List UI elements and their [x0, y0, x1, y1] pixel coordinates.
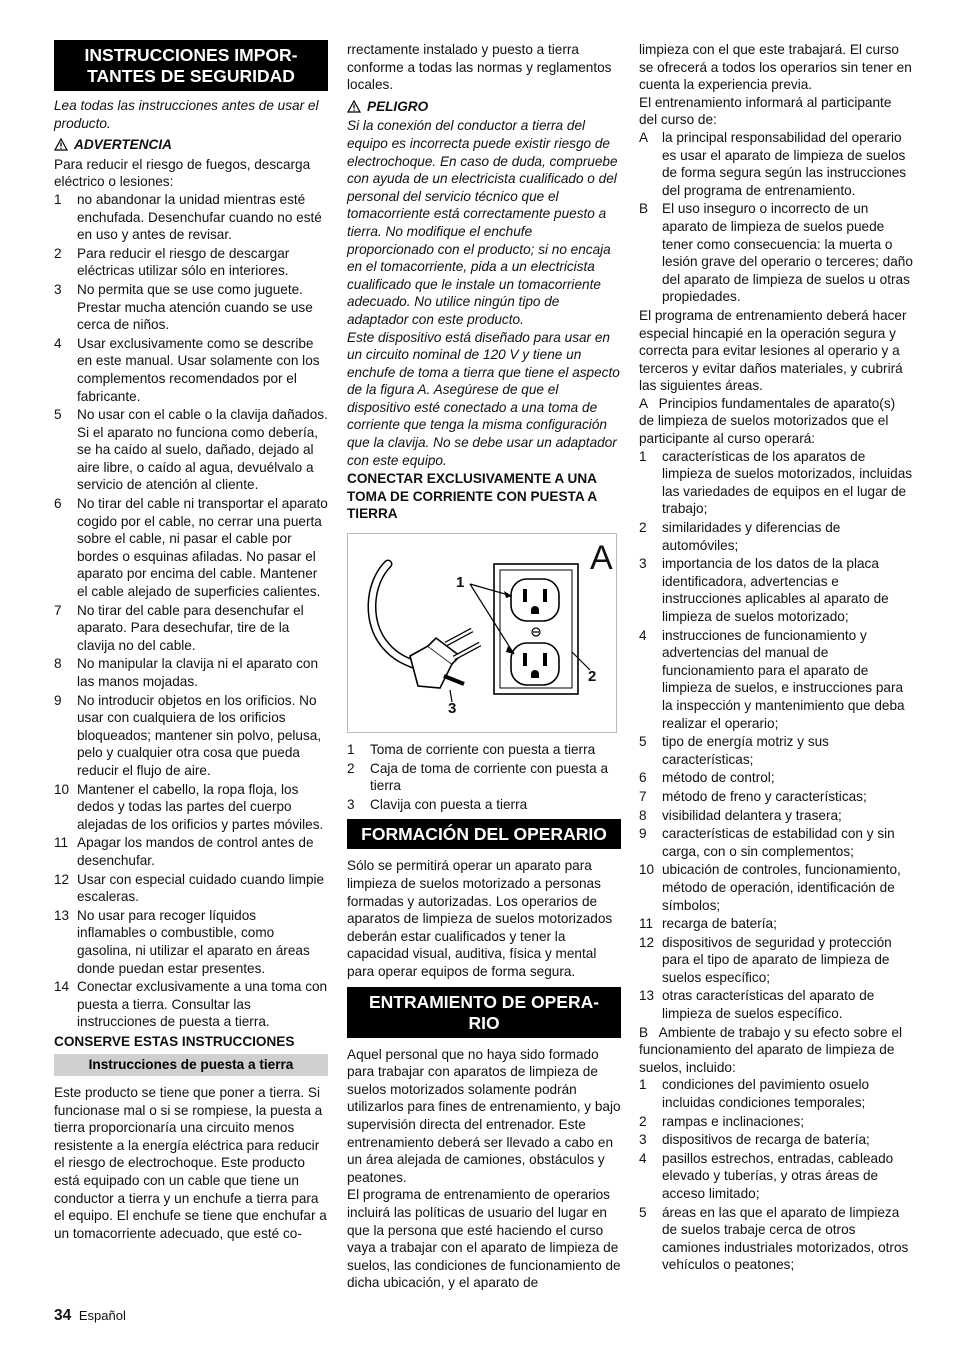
grounding-text: Este producto se tiene que poner a tierra. Si funcionase mal o si se rompiese, la puesta a tierra proporcionaría una circuito menos resistente a la energía eléctrica para reducir el riesgo de electrochoque. Este producto está equipado con un cable que tiene un conductor a tierra y un enchufe a tierra para el equipo. El enchufe se tiene que enchufar a un tomacorriente adecuado, que esté co-: [54, 1085, 327, 1241]
list-item-text: Caja de toma de corriente con puesta a tierra: [370, 760, 609, 794]
grounding-subheading: Instrucciones de puesta a tierra: [54, 1054, 328, 1076]
list-item-number: 4: [54, 335, 62, 351]
warning-triangle-icon: [347, 100, 361, 113]
list-item: [639, 934, 913, 987]
list-item-number: 10: [639, 862, 655, 878]
list-item: [639, 555, 913, 625]
list-item-number: 1: [347, 742, 355, 758]
conserve-text: CONSERVE ESTAS INSTRUCCIONES: [54, 1033, 295, 1049]
list-item-number: 3: [639, 1132, 647, 1148]
list-item-text: Clavija con puesta a tierra: [370, 796, 528, 812]
inform-text: El entrenamiento informará al participante del curso de:: [639, 94, 892, 128]
list-item-number: 2: [347, 760, 355, 776]
list-item: [54, 602, 328, 655]
list-item-number: A: [639, 129, 649, 145]
list-item: [639, 733, 913, 768]
list-item: [639, 129, 913, 199]
footer-language: Español: [78, 1308, 126, 1323]
callout-2: 2: [588, 668, 597, 686]
callout-1: 1: [456, 574, 465, 592]
warning-label: [54, 136, 328, 154]
list-item: [639, 915, 913, 933]
list-item-text: pasillos estrechos, entradas, cableado elevado y tuberías, y otras áreas de acceso limitado;: [662, 1150, 894, 1201]
list-item: [54, 871, 328, 906]
list-item-number: 6: [639, 770, 647, 786]
list-item-number: 2: [639, 520, 647, 536]
column-2: [347, 41, 621, 1292]
list-item: [639, 1150, 913, 1203]
list-item-text: recarga de batería;: [662, 916, 777, 932]
list-item: [54, 655, 328, 690]
outlet-illustration: [348, 534, 616, 732]
list-item-text: no abandonar la unidad mientras esté enchufada. Desenchufar cuando no esté en uso y antes de revisar.: [77, 191, 322, 243]
principles-text: A Principios fundamentales de aparato(s) de limpieza de suelos motorizados que el participante al curso operará:: [639, 395, 899, 447]
environment-text: B Ambiente de trabajo y su efecto sobre el funcionamiento del aparato de limpieza de suelos, incluido:: [639, 1024, 906, 1075]
list-item-text: ubicación de controles, funcionamiento, método de operación, identificación de símbolos;: [662, 862, 901, 913]
list-item-text: visibilidad delantera y trasera;: [662, 807, 842, 823]
grounding-cont-text: rrectamente instalado y puesto a tierra conforme a todas las normas y reglamentos locales.: [347, 42, 612, 93]
list-item-number: 6: [54, 496, 62, 512]
column-3: [639, 41, 913, 1275]
list-item-text: Usar exclusivamente como se describe en este manual. Usar solamente con los complementos recomendados por el fabricante.: [77, 335, 320, 404]
figure-legend: [347, 741, 621, 813]
legend-item: [347, 741, 621, 759]
operator-text: Sólo se permitirá operar un aparato para limpieza de suelos motorizado a personas formadas y autorizadas. Los operarios de aparatos de limpieza de suelos motorizados deberán estar cualificados y tener la capacidad visual, auditiva, física y mental para operar equipos de forma segura.: [347, 858, 613, 979]
list-item: [639, 448, 913, 518]
list-item-text: tipo de energía motriz y sus características;: [662, 734, 829, 767]
course-cont-text: limpieza con el que este trabajará. El curso se ofrecerá a todos los operarios sin tener en cuenta la experiencia previa.: [639, 42, 912, 93]
list-item: [54, 406, 328, 494]
danger-label-text: PELIGRO: [367, 98, 429, 114]
intro-text: Lea todas las instrucciones antes de usar el producto.: [54, 98, 319, 131]
list-item: [639, 769, 913, 787]
list-item-number: 14: [54, 979, 70, 995]
list-item: [639, 807, 913, 825]
list-item: [639, 1131, 913, 1149]
danger-label: [347, 98, 621, 116]
list-item-text: No usar con el cable o la clavija dañados. Si el aparato no funciona como debería, se ha caído al suelo, dañado, dejado al aire libre, o caído al agua, devuélvalo a servicio de atención al cliente.: [77, 407, 328, 493]
list-item-text: No introducir objetos en los orificios. No usar con cualquiera de los orificios bloqueados; mantener sin polvo, pelusa, pelo y cualquier otra cosa que pueda reducir el flujo de aire.: [77, 692, 322, 778]
list-item-number: 3: [54, 281, 62, 297]
list-item-number: 2: [639, 1113, 647, 1129]
list-item: [54, 245, 328, 280]
list-item-text: Para reducir el riesgo de descargar eléctricas utilizar sólo en interiores.: [77, 245, 290, 279]
warning-text: Para reducir el riesgo de fuegos, descarga eléctrico o lesiones:: [54, 156, 311, 190]
list-item-number: 11: [639, 916, 654, 932]
list-item-number: 5: [639, 734, 647, 750]
list-item-text: No permita que se use como juguete. Prestar mucha atención cuando se use cerca de niños.: [77, 281, 313, 333]
training-text-1: Aquel personal que no haya sido formado para trabajar con aparatos de limpieza de suelos motorizados solamente podrán utilizarlos para fines de entrenamiento, y bajo supervisión directa del entrenador. Este entrenamiento deberá ser llevado a cabo en un área alejada de camiones, obstáculos y peatones.: [347, 1046, 621, 1185]
list-item-text: características de los aparatos de limpieza de suelos motorizados, incluidas las variedades de equipos en el lugar de trabajo;: [662, 448, 913, 517]
page-number: 34: [54, 1307, 72, 1324]
list-item: [639, 861, 913, 914]
list-item-text: instrucciones de funcionamiento y advertencias del manual de funcionamiento para el aparato de limpieza de suelos, e instrucciones para la inspección y mantenimiento que deba realizar el operario;: [662, 627, 905, 731]
list-item: [639, 1076, 913, 1111]
list-item: [639, 1204, 913, 1274]
list-item-number: 11: [54, 835, 69, 851]
list-item-text: condiciones del pavimiento osuelo incluidas condiciones temporales;: [662, 1077, 870, 1111]
list-item-text: la principal responsabilidad del operario es usar el aparato de limpieza de suelos de forma segura según las instrucciones del programa de entrenamiento.: [662, 129, 907, 198]
list-item-text: método de control;: [662, 770, 775, 786]
list-item-text: método de freno y características;: [662, 788, 867, 804]
list-item-number: 8: [54, 656, 62, 672]
list-item-number: 10: [54, 781, 70, 797]
list-item: [54, 335, 328, 405]
list-item: [54, 978, 328, 1031]
list-item-text: Conectar exclusivamente a una toma con puesta a tierra. Consultar las instrucciones de puesta a tierra.: [77, 979, 328, 1030]
danger-text-2: Este dispositivo está diseñado para usar en un circuito nominal de 120 V y tiene un enchufe de toma a tierra que tiene el aspecto de la figura A. Asegúrese de que el dispositivo esté conectado a una toma de corriente que tenga la misma configuración que la clavija. No se debe usar un adaptador con este equipo.: [347, 329, 620, 468]
list-item-number: 2: [54, 245, 62, 261]
program-text: El programa de entrenamiento deberá hacer especial hincapié en la operación segura y correcta para evitar lesiones al operario y a terceros y evitar daños materiales, y cubrirá las siguientes áreas.: [639, 307, 907, 394]
legend-item: [347, 760, 621, 795]
list-item: [54, 191, 328, 244]
safety-heading: INSTRUCCIONES IMPOR- TANTES DE SEGURIDAD: [54, 40, 328, 91]
list-item: [54, 495, 328, 601]
list-item-number: 7: [639, 788, 647, 804]
list-item: [54, 907, 328, 977]
list-item-number: 3: [347, 796, 355, 812]
list-item-text: No manipular la clavija ni el aparato con las manos mojadas.: [77, 656, 319, 689]
list-item-number: 13: [639, 988, 655, 1004]
list-item-text: No usar para recoger líquidos inflamables o combustible, como gasolina, ni utilizar el aparato en áreas donde puedan estar presentes.: [77, 907, 310, 976]
column-1: [54, 40, 328, 1242]
responsibility-list: [639, 129, 913, 306]
connect-text: CONECTAR EXCLUSIVAMENTE A UNA TOMA DE CORRIENTE CON PUESTA A TIERRA: [347, 471, 597, 522]
list-item: [54, 781, 328, 834]
list-item-number: 4: [639, 1150, 647, 1166]
list-item-number: 5: [54, 407, 62, 423]
training-text-2: El programa de entrenamiento de operarios incluirá las políticas de usuario del lugar en que la persona que esté haciendo el curso vaya a trabajar con el aparato de limpieza de suelos, las condiciones de funcionamiento de dicha ubicación, y el aparato de: [347, 1187, 621, 1291]
page-footer: [54, 1307, 126, 1325]
list-item: [639, 825, 913, 860]
list-item-text: otras características del aparato de limpieza de suelos específico.: [662, 988, 875, 1022]
list-item-text: Usar con especial cuidado cuando limpie escaleras.: [77, 871, 325, 905]
legend-item: [347, 796, 621, 814]
list-item-text: El uso inseguro o incorrecto de un aparato de limpieza de suelos puede tener como consecuencia: la muerta o lesión grave del operario o terceres; daño del aparato de limpieza de suelos u otras propiedades.: [662, 201, 913, 305]
list-item-number: 9: [54, 692, 62, 708]
list-item-text: importancia de los datos de la placa identificadora, advertencias e instrucciones aplicables al aparato de limpieza de suelos motorizado;: [662, 556, 889, 624]
list-item-number: 4: [639, 627, 647, 643]
list-item-number: 8: [639, 807, 647, 823]
list-item: [54, 281, 328, 334]
principles-list: [639, 448, 913, 1023]
list-item-text: Apagar los mandos de control antes de desenchufar.: [77, 835, 314, 868]
warning-label-text: ADVERTENCIA: [74, 137, 172, 153]
list-item: [639, 1113, 913, 1131]
list-item-text: No tirar del cable para desenchufar el aparato. Para desechufar, tire de la clavija no del cable.: [77, 602, 304, 653]
list-item: [639, 627, 913, 733]
list-item-text: dispositivos de seguridad y protección para el tipo de aparato de limpieza de suelos específico;: [662, 934, 892, 985]
list-item-text: dispositivos de recarga de batería;: [662, 1132, 870, 1148]
list-item-text: rampas e inclinaciones;: [662, 1113, 805, 1129]
list-item-text: áreas en las que el aparato de limpieza de suelos trabaje cerca de otros camiones industriales motorizados, otros vehículos o peatones;: [662, 1204, 909, 1273]
figure-letter: A: [590, 539, 613, 578]
list-item-text: características de estabilidad con y sin carga, con o sin complementos;: [662, 826, 895, 859]
list-item-number: 1: [639, 1077, 647, 1093]
list-item-number: 5: [639, 1204, 647, 1220]
environment-list: [639, 1076, 913, 1274]
list-item: [639, 200, 913, 306]
list-item-number: B: [639, 201, 649, 217]
operator-heading: FORMACIÓN DEL OPERARIO: [347, 819, 621, 849]
list-item: [639, 987, 913, 1022]
list-item-text: similaridades y diferencias de automóviles;: [662, 520, 841, 553]
list-item-number: 12: [54, 871, 70, 887]
list-item-text: No tirar del cable ni transportar el aparato cogido por el cable, no cerrar una puerta sobre el cable, ni pasar el cable por bordes o esquinas afiladas. No pasar el aparato por encima del cable. Mantener el cable alejado de superficies calientes.: [77, 496, 328, 600]
warning-triangle-icon: [54, 138, 68, 151]
list-item: [54, 834, 328, 869]
list-item-number: 13: [54, 907, 70, 923]
list-item-number: 7: [54, 602, 62, 618]
outlet-figure: [347, 533, 617, 733]
list-item: [54, 692, 328, 780]
list-item: [639, 788, 913, 806]
list-item-number: 9: [639, 826, 647, 842]
list-item-number: 1: [639, 448, 647, 464]
list-item-number: 1: [54, 191, 62, 207]
list-item-number: 12: [639, 934, 655, 950]
training-heading: ENTRAMIENTO DE OPERA- RIO: [347, 987, 621, 1038]
safety-list: [54, 191, 328, 1031]
danger-text-1: Si la conexión del conductor a tierra del equipo es incorrecta puede existir riesgo de electrochoque. En caso de duda, compruebe con ayuda de un electricista cualificado o del personal del servicio técnico que el tomacorriente está correctamente puesto a tierra. No modifique el enchufe proporcionado con el producto; si no encaja en el tomacorriente, pida a un electricista cualificado que le instale un tomacorriente adecuado. No utilice ningún tipo de adaptador con este producto.: [347, 118, 618, 327]
list-item-text: Toma de corriente con puesta a tierra: [370, 742, 596, 758]
callout-3: 3: [448, 700, 457, 718]
list-item-number: 3: [639, 556, 647, 572]
list-item-text: Mantener el cabello, la ropa floja, los dedos y todas las partes del cuerpo alejadas de los orificios y partes móviles.: [77, 781, 324, 832]
list-item: [639, 519, 913, 554]
